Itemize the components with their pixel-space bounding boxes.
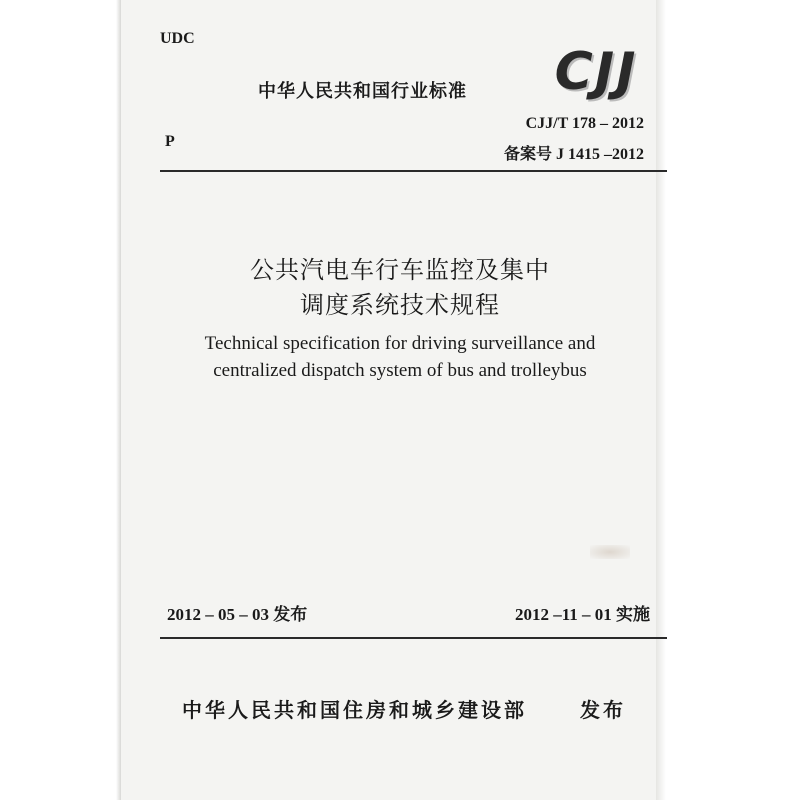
cjj-logo — [546, 44, 646, 100]
publish-label: 发布 — [580, 698, 626, 722]
title-chinese-line1: 公共汽电车行车监控及集中 — [250, 256, 550, 284]
implementation-date: 2012 –11 – 01 实施 — [514, 605, 650, 624]
top-divider — [160, 170, 667, 172]
standard-number: CJJ/T 178 – 2012 — [525, 115, 644, 132]
cover-right-edge — [656, 0, 666, 800]
title-chinese-line2: 调度系统技术规程 — [300, 291, 500, 319]
paper-smudge — [590, 545, 630, 559]
udc-label: UDC — [160, 30, 195, 47]
record-number: 备案号 J 1415 –2012 — [503, 146, 644, 163]
title-english-line1: Technical specification for driving surveillance and — [204, 333, 596, 354]
publisher-name: 中华人民共和国住房和城乡建设部 — [182, 698, 527, 722]
title-english-line2: centralized dispatch system of bus and trolleybus — [213, 360, 587, 381]
bottom-divider — [160, 637, 667, 639]
classification-code: P — [165, 133, 175, 150]
issue-date: 2012 – 05 – 03 发布 — [167, 605, 308, 624]
industry-standard-heading: 中华人民共和国行业标准 — [258, 81, 467, 102]
cjj-logo-text: CJJ — [554, 42, 638, 102]
cover-left-edge — [116, 0, 121, 800]
